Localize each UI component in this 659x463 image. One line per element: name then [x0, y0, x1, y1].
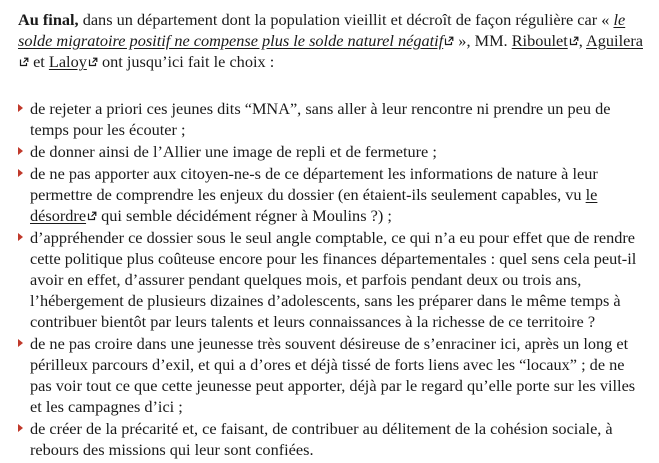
name-aguilera[interactable]: Aguilera: [586, 31, 643, 50]
list-item: [18, 163, 647, 226]
external-link-icon: [87, 211, 97, 221]
external-link-icon: [569, 36, 579, 46]
triangle-bullet-icon: [18, 104, 23, 112]
triangle-bullet-icon: [18, 424, 23, 432]
link-riboulet[interactable]: [512, 31, 579, 50]
name-riboulet[interactable]: Riboulet: [511, 31, 568, 50]
list-item-text: d’appréhender ce dossier sous le seul angle comptable, ce qui n’a eu pour effet que de rendre cette politique plus coûteuse encore pour les finances départementales : quel sens cela peut-il avoir en effet, d’assurer pendant quelques mois, et parfois pendant deux ou trois ans, l’hébergement de plusieurs dizaines d’adolescents, sans les préparer dans le même temps à contribuer bientôt par leurs talents et leurs connaissances à la richesse de ce territoire ?: [30, 228, 637, 331]
name-laloy[interactable]: Laloy: [48, 52, 87, 71]
intro-bold-lead: Au final,: [18, 10, 79, 29]
list-item-text: de ne pas apporter aux citoyen-ne-s de ce département les informations de nature à leur permettre de comprendre les enjeux du dossier (en étaient-ils seulement capables, vu: [30, 164, 598, 204]
external-link-icon: [19, 57, 29, 67]
triangle-bullet-icon: [18, 233, 23, 241]
external-link-icon: [88, 57, 98, 67]
link-laloy[interactable]: [49, 52, 98, 71]
intro-ending: ont jusqu’ici fait le choix :: [97, 52, 275, 71]
separator: ,: [578, 31, 587, 50]
triangle-bullet-icon: [18, 339, 23, 347]
list-item: [18, 98, 647, 140]
external-link-icon: [444, 36, 454, 46]
list-item: [18, 227, 647, 332]
separator: et: [29, 52, 49, 71]
list-item-text: de donner ainsi de l’Allier une image de repli et de fermeture ;: [30, 142, 437, 161]
triangle-bullet-icon: [18, 169, 23, 177]
list-item-text-after: qui semble décidément régner à Moulins ?) ;: [97, 206, 392, 225]
link-le-desordre-text[interactable]: le désordre: [30, 185, 598, 225]
choices-list: [18, 98, 647, 460]
intro-paragraph: [18, 9, 647, 72]
quote-link-text[interactable]: le solde migratoire positif ne compense plus le solde naturel négatif: [18, 10, 626, 50]
triangle-bullet-icon: [18, 147, 23, 155]
list-item-text: de rejeter a priori ces jeunes dits “MNA”, sans aller à leur rencontre ni prendre un peu de temps pour les écouter ;: [30, 99, 611, 139]
list-item: [18, 141, 647, 162]
list-item-text: de créer de la précarité et, ce faisant, de contribuer au délitement de la cohésion sociale, à rebours des missions qui leur sont confiées.: [30, 419, 613, 459]
intro-text-after: », MM.: [454, 31, 512, 50]
list-item: [18, 418, 647, 460]
intro-text: dans un département dont la population vieillit et décroît de façon régulière car «: [78, 10, 614, 29]
list-item-text: de ne pas croire dans une jeunesse très souvent désireuse de s’enraciner ici, après un long et périlleux parcours d’exil, et qui a d’ores et déjà tissé de forts liens avec les “locaux” ; de ne pas voir tout ce que cette jeunesse peut apporter, déjà par le regard qu’elle porte sur les villes et les campagnes d’ici ;: [30, 334, 636, 416]
list-item: [18, 333, 647, 417]
